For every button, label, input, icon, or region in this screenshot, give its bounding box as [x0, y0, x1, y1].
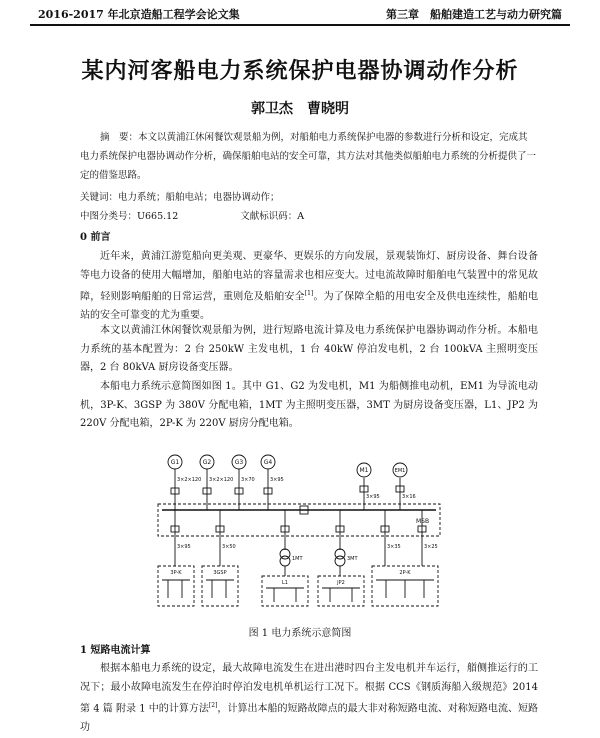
- header-proceedings-title: 2016-2017 年北京造船工程学会论文集: [38, 8, 240, 21]
- paragraph-configuration: 本文以黄浦江休闲餐饮观景船为例，进行短路电流计算及电力系统保护电器协调动作分析。本船电力系统的基本配置为：2 台 250kW 主发电机，1 台 40kW 停泊发电机，2 台 100kVA 主照明变压器，2 台 80kVA 厨房设备变压器。: [80, 325, 538, 374]
- paper-title: 某内河客船电力系统保护电器协调动作分析: [81, 59, 519, 84]
- cable-label-d3: 3×35: [387, 544, 401, 550]
- paragraph-short-circuit: [80, 660, 538, 738]
- label-msb: MSB: [416, 518, 430, 525]
- cable-label-4: 3×95: [270, 477, 284, 483]
- label-g2: G2: [202, 459, 212, 466]
- transformer-1mt-secondary: [280, 556, 290, 566]
- paragraph-intro: [80, 248, 538, 326]
- paragraph-text: ，计算出本船的短路故障点的最大非对称短路电流、对称短路电流、短路功: [80, 703, 539, 734]
- label-3gsp: 3GSP: [213, 570, 227, 576]
- figure-caption: 图 1 电力系统示意简图: [248, 628, 352, 639]
- authors: 郭卫杰 曹晓明: [251, 101, 349, 117]
- cable-label-2: 3×2×120: [209, 477, 234, 483]
- label-3p-k: 3P-K: [170, 570, 182, 576]
- cable-label-d4: 3×25: [424, 544, 438, 550]
- cable-label-1: 3×2×120: [177, 477, 202, 483]
- label-1mt: 1MT: [292, 556, 303, 562]
- label-jp2: JP2: [337, 580, 345, 586]
- label-3mt: 3MT: [347, 556, 358, 562]
- abstract: 摘 要：本文以黄浦江休闲餐饮观景船为例，对船舶电力系统保护电器的参数进行分析和设定，完成其电力系统保护电器协调动作分析，确保船舶电站的安全可靠，其方法对其他类似船舶电力系统的分析提供了一定的借鉴思路。: [80, 132, 537, 181]
- label-g3: G3: [234, 459, 244, 466]
- cable-label-d2: 3×50: [222, 544, 236, 550]
- label-m1: M1: [359, 467, 369, 474]
- cable-label-d1: 3×95: [177, 544, 191, 550]
- running-header: [0, 0, 600, 26]
- label-g1: G1: [170, 459, 180, 466]
- paragraph-figure-description: 本船电力系统示意简图如图 1。其中 G1、G2 为发电机，M1 为船侧推电动机，EM1 为导流电动机，3P-K、3GSP 为 380V 分配电箱，1MT 为主照明变压器，3MT 为厨房设备变压器，L1、JP2 为 220V 分配电箱，2P-K 为 220V 厨房分配电箱。: [80, 381, 538, 430]
- transformer-3mt-secondary: [335, 556, 345, 566]
- keywords: 关键词：电力系统；船舶电站；电器协调动作；: [80, 192, 280, 203]
- paragraph-text: 根据本船电力系统的设定，最大故障电流发生在进出港时四台主发电机并车运行，艏侧推运行的工况下；最小故障电流发生在停泊时停泊发电机单机运行工况下。根据 CCS《钢质海船入级规范》2014 第 4 篇 附录 1 中的计算方法: [80, 663, 538, 715]
- paragraph-text: 近年来，黄浦江游览船向更美观、更豪华、更娱乐的方向发展，景观装饰灯、厨房设备、舞台设备等电力设备的使用大幅增加，船舶电站的容量需求也相应变大。过电流故障时船舶电气装置中的常见故障，轻则影响船舶的日常运营，重则危及船舶安全: [80, 251, 538, 303]
- cable-label-5: 3×95: [366, 494, 380, 500]
- label-em1: EM1: [394, 468, 406, 474]
- label-g4: G4: [263, 459, 273, 466]
- header-chapter-title: 第三章 船舶建造工艺与动力研究篇: [386, 8, 562, 21]
- citation-ref: [1]: [304, 290, 314, 298]
- label-l1: L1: [282, 580, 288, 586]
- power-system-diagram: [150, 448, 450, 616]
- header-rule: [30, 24, 570, 26]
- paragraph-text: 。为了保障全船的用电安全及供电连续性，船舶电站的安全可靠变的尤为重要。: [80, 291, 538, 322]
- citation-ref: [2]: [208, 702, 218, 710]
- section-heading-short-circuit: 1 短路电流计算: [80, 645, 151, 656]
- section-heading-preface: 0 前言: [80, 232, 111, 243]
- cable-label-3: 3×70: [241, 477, 255, 483]
- label-2p-k: 2P-K: [399, 570, 411, 576]
- clc-number: 中图分类号：U665.12: [80, 211, 179, 222]
- classification-line: [80, 208, 304, 222]
- msb-dashed-boundary: [158, 504, 440, 536]
- cable-label-6: 3×16: [402, 494, 416, 500]
- document-code: 文献标识码：A: [240, 211, 305, 222]
